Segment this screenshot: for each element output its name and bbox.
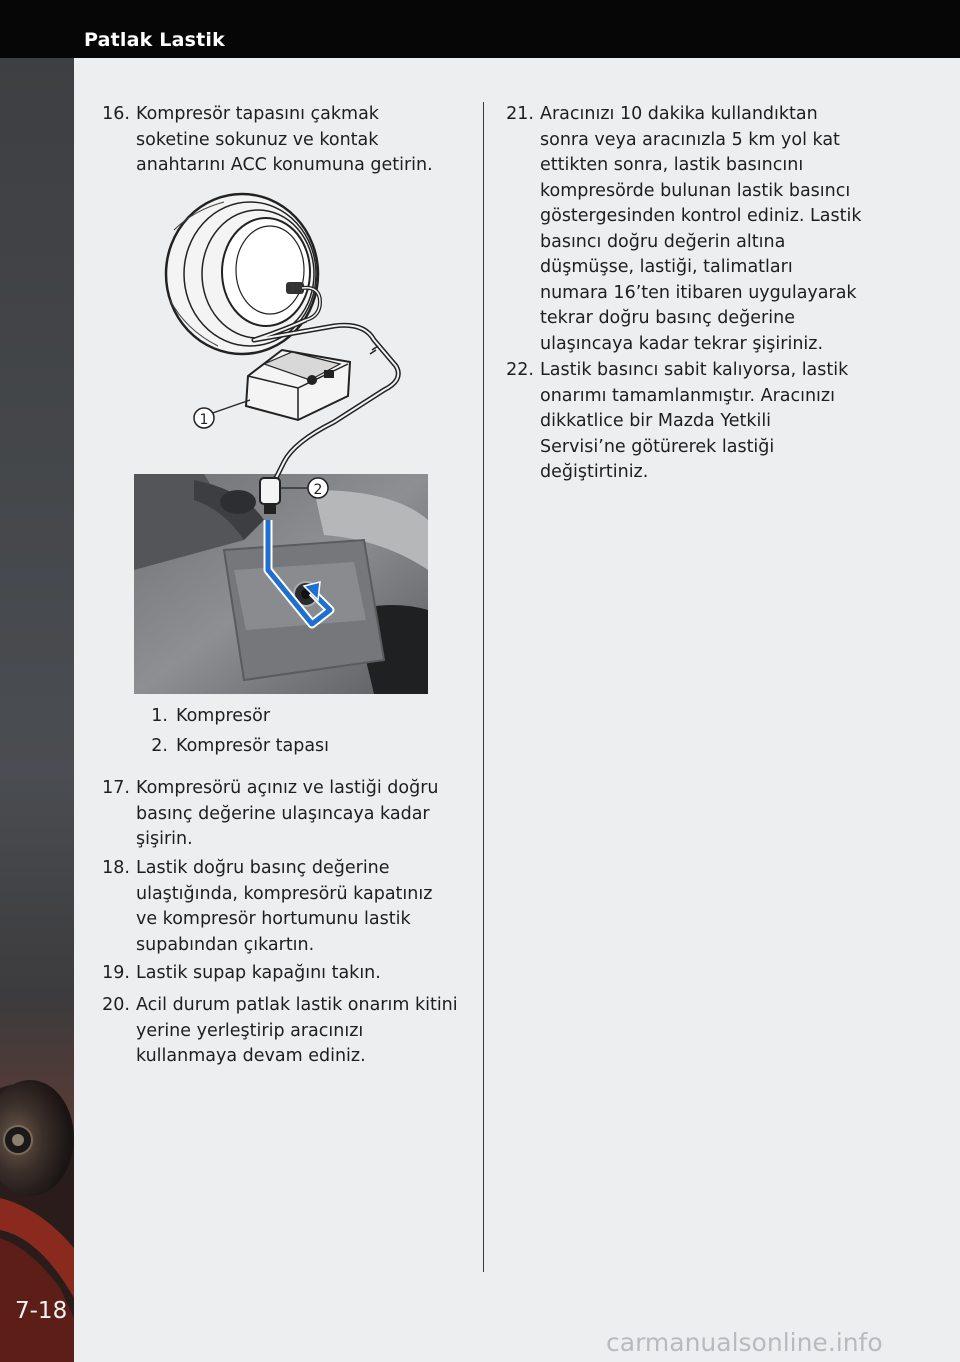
compressor-drawing xyxy=(246,350,350,420)
step-text: Lastik basıncı sabit kalıyorsa, lastik onarımı tamamlanmıştır. Aracınızı dikkatlice bir Mazda Yetkili Servisi’ne götürerek lastiği değiştirtiniz. xyxy=(540,360,849,482)
legend-number: 2. xyxy=(151,736,168,756)
step-text: Kompresörü açınız ve lastiği doğru basınç değerine ulaşıncaya kadar şişirin. xyxy=(136,778,439,849)
step-17 xyxy=(96,776,458,853)
callout-1-label: 1 xyxy=(199,412,209,428)
step-16 xyxy=(96,102,458,179)
step-number: 19. xyxy=(102,963,130,983)
step-number: 21. xyxy=(506,104,534,124)
step-number: 22. xyxy=(506,360,534,380)
step-text: Lastik doğru basınç değerine ulaştığında, kompresörü kapatınız ve kompresör hortumunu lastik supabından çıkartın. xyxy=(136,858,433,955)
step-text: Kompresör tapasını çakmak soketine sokunuz ve kontak anahtarını ACC konumuna getirin. xyxy=(136,104,433,175)
step-number: 17. xyxy=(102,778,130,798)
step-21 xyxy=(500,102,862,357)
step-22 xyxy=(500,358,862,486)
step-text: Aracınızı 10 dakika kullandıktan sonra veya aracınızla 5 km yol kat ettikten sonra, lastik basıncını kompresörde bulunan lastik basıncı göstergesinden kontrol ediniz. Lastik basıncı doğru değerin altına düşmüşse, lastiği, talimatları numara 16’ten itibaren uygulayarak tekrar doğru basınç değerine ulaşıncaya kadar tekrar şişiriniz. xyxy=(540,104,862,354)
legend-item xyxy=(134,734,329,759)
step-number: 18. xyxy=(102,858,130,878)
tire-drawing xyxy=(166,194,318,354)
step-number: 20. xyxy=(102,995,130,1015)
page-header xyxy=(0,0,960,58)
step-text: Lastik supap kapağını takın. xyxy=(136,963,381,983)
step-20 xyxy=(96,993,458,1070)
compressor-figure xyxy=(134,190,430,699)
legend-label: Kompresör tapası xyxy=(176,736,330,756)
legend-label: Kompresör xyxy=(176,706,271,726)
headlight-graphic xyxy=(0,58,74,1362)
step-19 xyxy=(96,961,458,987)
watermark: carmanualsonline.info xyxy=(606,1328,883,1357)
page-number: 7-18 xyxy=(15,1298,68,1324)
decorative-sidebar xyxy=(0,58,74,1362)
section-title: Patlak Lastik xyxy=(84,29,225,51)
column-divider xyxy=(483,102,484,1272)
legend-number: 1. xyxy=(151,706,168,726)
step-number: 16. xyxy=(102,104,130,124)
callout-2-label: 2 xyxy=(313,482,323,498)
legend-item xyxy=(134,704,270,729)
step-18 xyxy=(96,856,458,958)
step-text: Acil durum patlak lastik onarım kitini yerine yerleştirip aracınızı kullanmaya devam ediniz. xyxy=(136,995,458,1066)
